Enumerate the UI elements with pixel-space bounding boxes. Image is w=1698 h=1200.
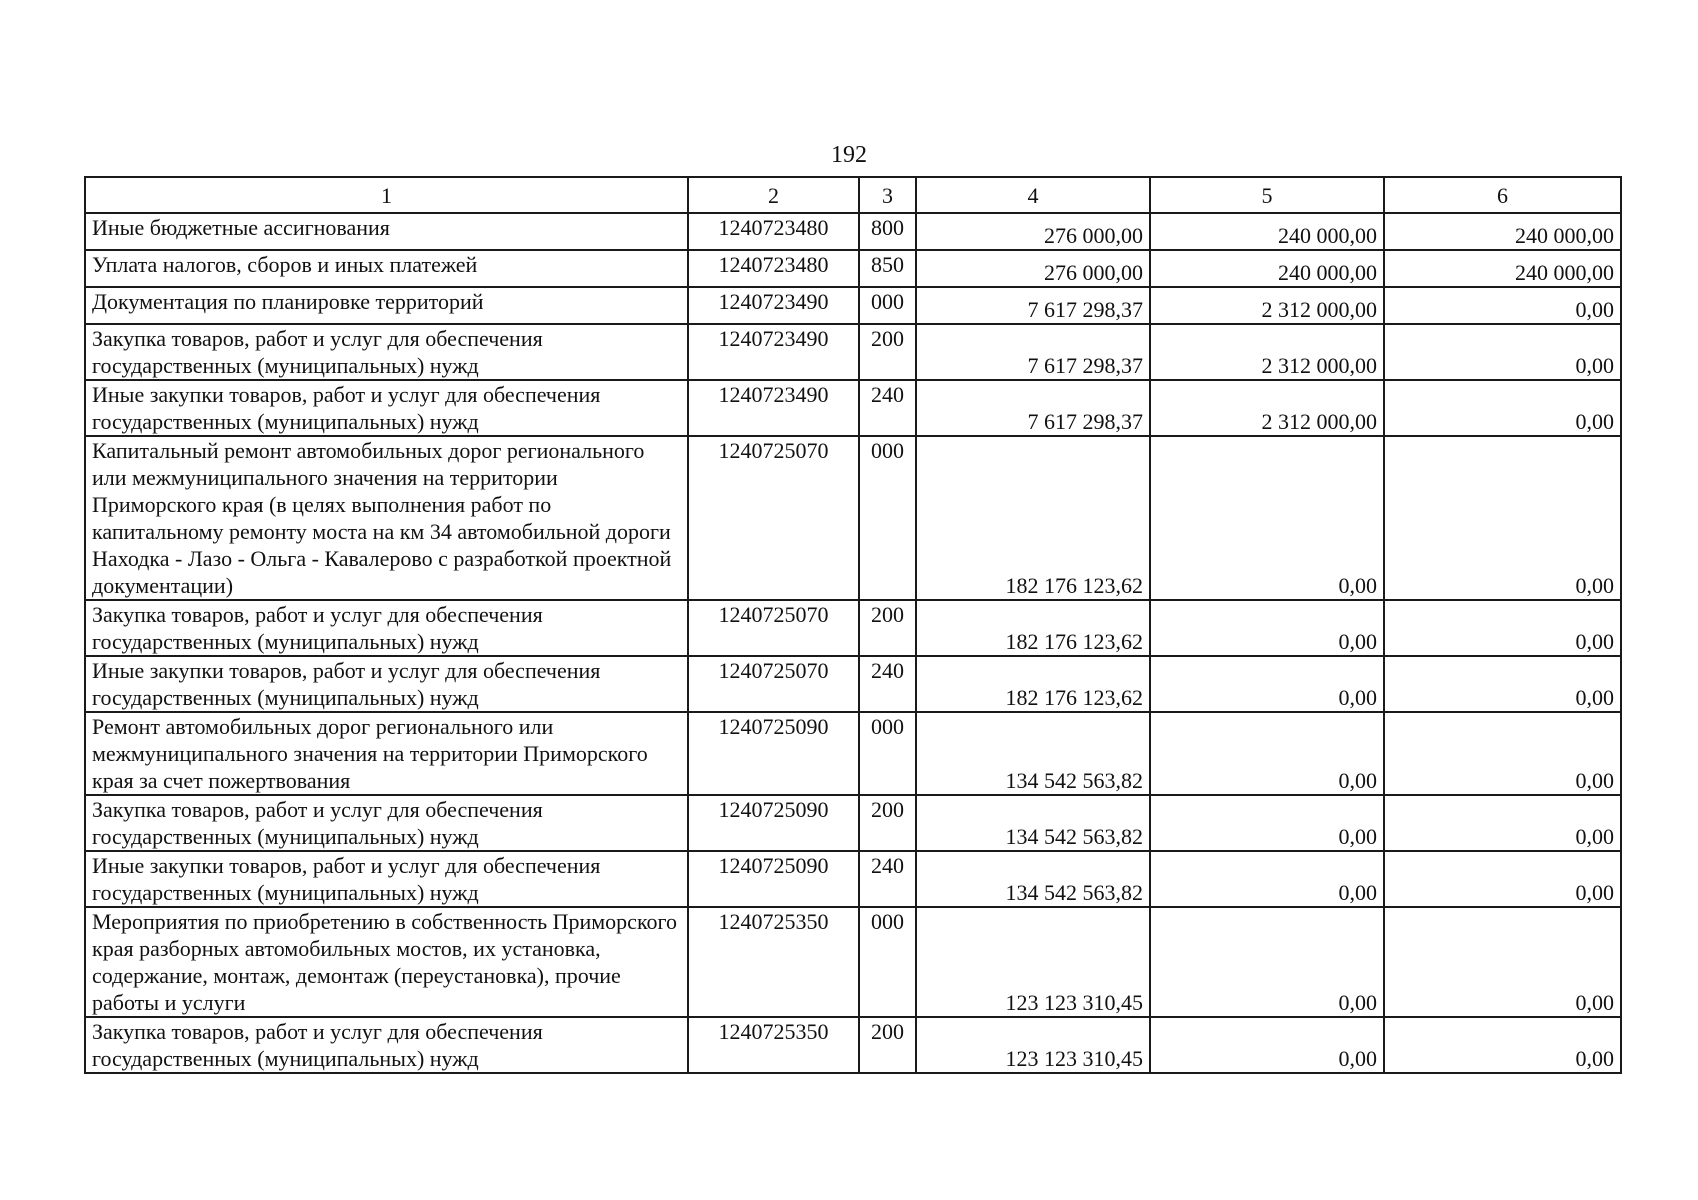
table-row xyxy=(85,324,1621,380)
amount-col6: 240 000,00 xyxy=(1384,213,1621,250)
amount-col6: 0,00 xyxy=(1384,795,1621,851)
column-header: 4 xyxy=(916,177,1150,213)
target-code: 1240725090 xyxy=(688,795,859,851)
amount-col5: 240 000,00 xyxy=(1150,213,1384,250)
amount-col6: 0,00 xyxy=(1384,287,1621,324)
item-name: Иные закупки товаров, работ и услуг для обеспечения государственных (муниципальных) нужд xyxy=(85,851,688,907)
item-name: Иные закупки товаров, работ и услуг для обеспечения государственных (муниципальных) нужд xyxy=(85,380,688,436)
expense-type-code: 000 xyxy=(859,436,916,600)
amount-col6: 0,00 xyxy=(1384,436,1621,600)
target-code: 1240723490 xyxy=(688,380,859,436)
amount-col5: 0,00 xyxy=(1150,712,1384,795)
amount-col6: 0,00 xyxy=(1384,380,1621,436)
amount-col4: 182 176 123,62 xyxy=(916,656,1150,712)
table-row xyxy=(85,1017,1621,1073)
table-row xyxy=(85,851,1621,907)
table-row xyxy=(85,250,1621,287)
table-row xyxy=(85,380,1621,436)
target-code: 1240725090 xyxy=(688,712,859,795)
expense-type-code: 200 xyxy=(859,324,916,380)
item-name: Закупка товаров, работ и услуг для обеспечения государственных (муниципальных) нужд xyxy=(85,795,688,851)
expense-type-code: 000 xyxy=(859,287,916,324)
amount-col5: 0,00 xyxy=(1150,656,1384,712)
amount-col5: 240 000,00 xyxy=(1150,250,1384,287)
item-name: Иные бюджетные ассигнования xyxy=(85,213,688,250)
page-number: 192 xyxy=(831,142,867,168)
expense-type-code: 000 xyxy=(859,712,916,795)
target-code: 1240723490 xyxy=(688,287,859,324)
item-name: Закупка товаров, работ и услуг для обеспечения государственных (муниципальных) нужд xyxy=(85,1017,688,1073)
target-code: 1240723480 xyxy=(688,213,859,250)
expense-type-code: 200 xyxy=(859,1017,916,1073)
column-header: 6 xyxy=(1384,177,1621,213)
expense-type-code: 240 xyxy=(859,380,916,436)
amount-col4: 134 542 563,82 xyxy=(916,851,1150,907)
target-code: 1240725070 xyxy=(688,656,859,712)
table-body xyxy=(85,213,1621,1073)
amount-col6: 240 000,00 xyxy=(1384,250,1621,287)
item-name: Капитальный ремонт автомобильных дорог регионального или межмуниципального значения на территории Приморского края (в целях выполнения работ по капитальному ремонту моста на км 34 автомобильной дороги Находка - Лазо - Ольга - Кавалерово с разработкой проектной документации) xyxy=(85,436,688,600)
item-name: Мероприятия по приобретению в собственность Приморского края разборных автомобильных мостов, их установка, содержание, монтаж, демонтаж (переустановка), прочие работы и услуги xyxy=(85,907,688,1017)
amount-col4: 182 176 123,62 xyxy=(916,436,1150,600)
amount-col4: 7 617 298,37 xyxy=(916,287,1150,324)
table-row xyxy=(85,712,1621,795)
amount-col6: 0,00 xyxy=(1384,600,1621,656)
amount-col6: 0,00 xyxy=(1384,1017,1621,1073)
target-code: 1240725070 xyxy=(688,600,859,656)
amount-col4: 276 000,00 xyxy=(916,213,1150,250)
column-header: 2 xyxy=(688,177,859,213)
amount-col4: 182 176 123,62 xyxy=(916,600,1150,656)
target-code: 1240725350 xyxy=(688,907,859,1017)
item-name: Ремонт автомобильных дорог регионального или межмуниципального значения на территории Приморского края за счет пожертвования xyxy=(85,712,688,795)
column-header: 5 xyxy=(1150,177,1384,213)
amount-col5: 0,00 xyxy=(1150,600,1384,656)
target-code: 1240723480 xyxy=(688,250,859,287)
expense-type-code: 240 xyxy=(859,851,916,907)
amount-col6: 0,00 xyxy=(1384,712,1621,795)
table-row xyxy=(85,795,1621,851)
expense-type-code: 200 xyxy=(859,795,916,851)
table-row xyxy=(85,600,1621,656)
amount-col6: 0,00 xyxy=(1384,851,1621,907)
amount-col6: 0,00 xyxy=(1384,324,1621,380)
item-name: Уплата налогов, сборов и иных платежей xyxy=(85,250,688,287)
expense-type-code: 240 xyxy=(859,656,916,712)
target-code: 1240725350 xyxy=(688,1017,859,1073)
header-row xyxy=(85,177,1621,213)
expense-type-code: 800 xyxy=(859,213,916,250)
amount-col5: 0,00 xyxy=(1150,795,1384,851)
target-code: 1240725070 xyxy=(688,436,859,600)
amount-col5: 0,00 xyxy=(1150,907,1384,1017)
table-row xyxy=(85,213,1621,250)
amount-col4: 123 123 310,45 xyxy=(916,1017,1150,1073)
column-header: 3 xyxy=(859,177,916,213)
item-name: Документация по планировке территорий xyxy=(85,287,688,324)
item-name: Закупка товаров, работ и услуг для обеспечения государственных (муниципальных) нужд xyxy=(85,600,688,656)
table-row xyxy=(85,907,1621,1017)
amount-col5: 2 312 000,00 xyxy=(1150,287,1384,324)
target-code: 1240725090 xyxy=(688,851,859,907)
table-row xyxy=(85,436,1621,600)
item-name: Закупка товаров, работ и услуг для обеспечения государственных (муниципальных) нужд xyxy=(85,324,688,380)
table-header xyxy=(85,177,1621,213)
amount-col6: 0,00 xyxy=(1384,907,1621,1017)
budget-table xyxy=(84,176,1622,1074)
amount-col4: 276 000,00 xyxy=(916,250,1150,287)
column-header: 1 xyxy=(85,177,688,213)
amount-col5: 2 312 000,00 xyxy=(1150,324,1384,380)
table-row xyxy=(85,656,1621,712)
amount-col4: 7 617 298,37 xyxy=(916,380,1150,436)
item-name: Иные закупки товаров, работ и услуг для обеспечения государственных (муниципальных) нужд xyxy=(85,656,688,712)
amount-col5: 0,00 xyxy=(1150,851,1384,907)
amount-col5: 0,00 xyxy=(1150,1017,1384,1073)
amount-col5: 2 312 000,00 xyxy=(1150,380,1384,436)
expense-type-code: 850 xyxy=(859,250,916,287)
amount-col4: 123 123 310,45 xyxy=(916,907,1150,1017)
target-code: 1240723490 xyxy=(688,324,859,380)
amount-col4: 134 542 563,82 xyxy=(916,712,1150,795)
amount-col4: 134 542 563,82 xyxy=(916,795,1150,851)
amount-col4: 7 617 298,37 xyxy=(916,324,1150,380)
amount-col5: 0,00 xyxy=(1150,436,1384,600)
table-row xyxy=(85,287,1621,324)
amount-col6: 0,00 xyxy=(1384,656,1621,712)
expense-type-code: 000 xyxy=(859,907,916,1017)
expense-type-code: 200 xyxy=(859,600,916,656)
